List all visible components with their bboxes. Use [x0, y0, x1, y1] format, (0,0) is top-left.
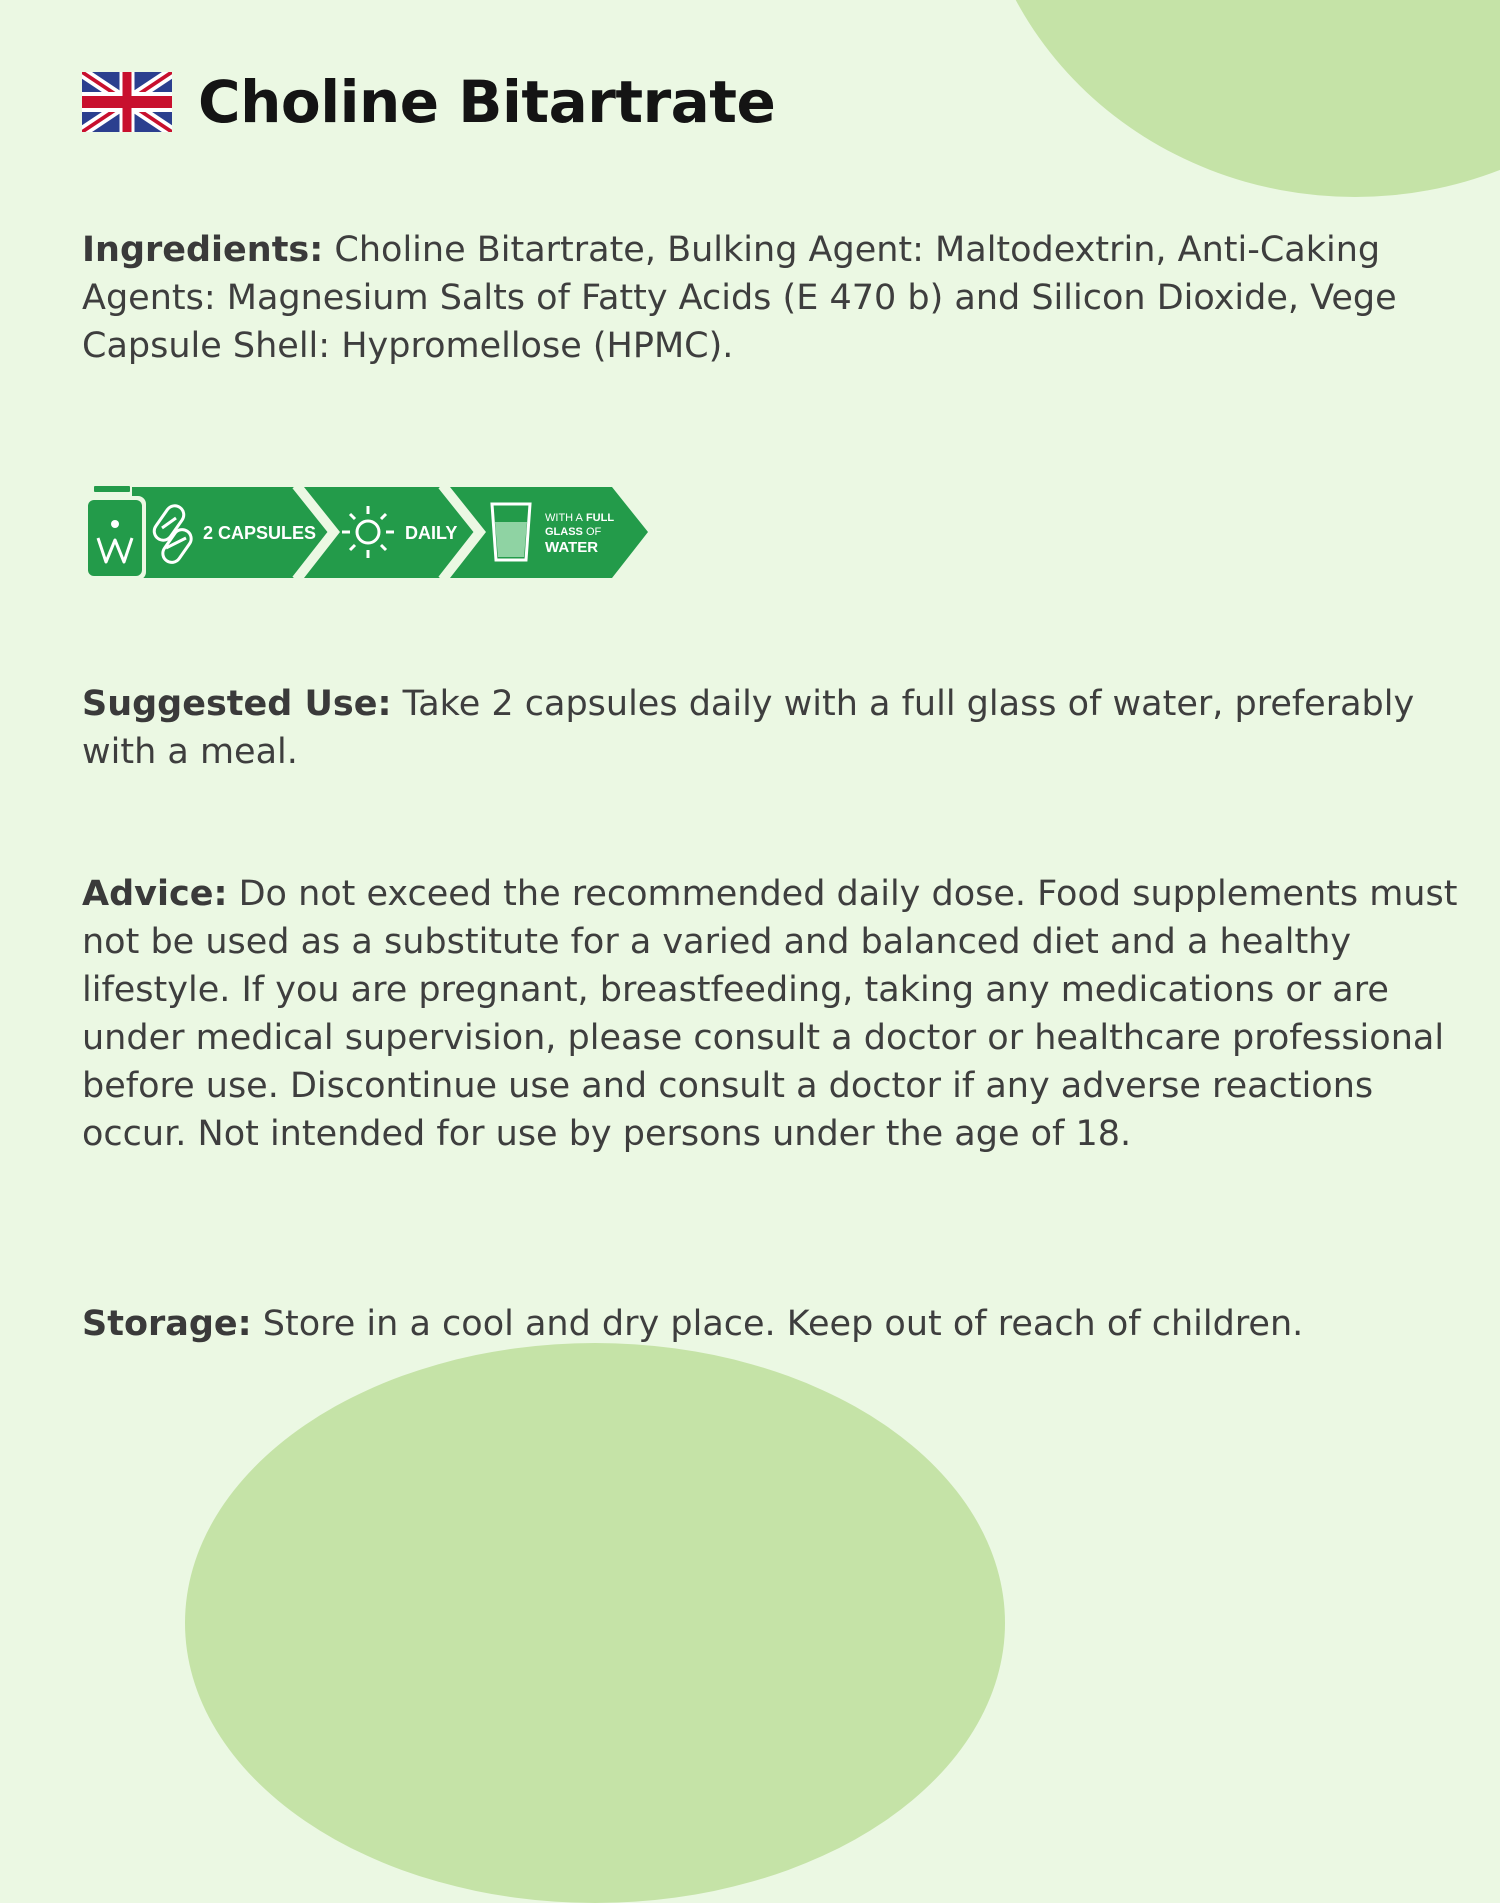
uk-flag-icon — [82, 72, 172, 132]
decorative-blob-bottom — [185, 1343, 1005, 1903]
water-text-glass: GLASS — [545, 526, 583, 538]
storage-label: Storage: — [82, 1304, 252, 1344]
bottle-icon — [84, 484, 146, 580]
water-text-full: FULL — [585, 512, 615, 524]
dosage-banner — [82, 482, 652, 582]
advice-section — [82, 870, 1467, 1158]
advice-text: Do not exceed the recommended daily dose. Food supplements must not be used as a substitute for a varied and balanced diet and a healthy lifestyle. If you are pregnant, breastfeeding, taking any medications or are under medical supervision, please consult a doctor or healthcare professional before use. Discontinue use and consult a doctor if any adverse reactions occur. Not intended for use by persons under the age of 18. — [82, 874, 1458, 1154]
page-title: Choline Bitartrate — [198, 68, 776, 136]
svg-text:GLASS OF — [545, 526, 602, 538]
page-header — [82, 62, 775, 142]
ingredients-text: Choline Bitartrate, Bulking Agent: Maltodextrin, Anti-Caking Agents: Magnesium Salts of Fatty Acids (E 470 b) and Silicon Dioxide, Vege Capsule Shell: Hypromellose (HPMC). — [82, 230, 1397, 366]
storage-text: Store in a cool and dry place. Keep out of reach of children. — [262, 1304, 1304, 1344]
ingredients-section — [82, 226, 1467, 370]
decorative-blob-top — [975, 0, 1500, 197]
storage-section — [82, 1300, 1467, 1348]
suggested-use-label: Suggested Use: — [82, 684, 392, 724]
suggested-use-text: Take 2 capsules daily with a full glass of water, preferably with a meal. — [82, 684, 1415, 772]
water-text-with-a: WITH A — [545, 512, 583, 524]
daily-label: DAILY — [405, 523, 458, 543]
water-text-of: OF — [585, 526, 602, 538]
suggested-use-section — [82, 680, 1467, 776]
ingredients-label: Ingredients: — [82, 230, 324, 270]
capsules-label: 2 CAPSULES — [203, 523, 317, 543]
svg-text:WITH A FULL — [545, 512, 614, 524]
advice-label: Advice: — [82, 874, 228, 914]
water-text-water: WATER — [545, 539, 599, 556]
